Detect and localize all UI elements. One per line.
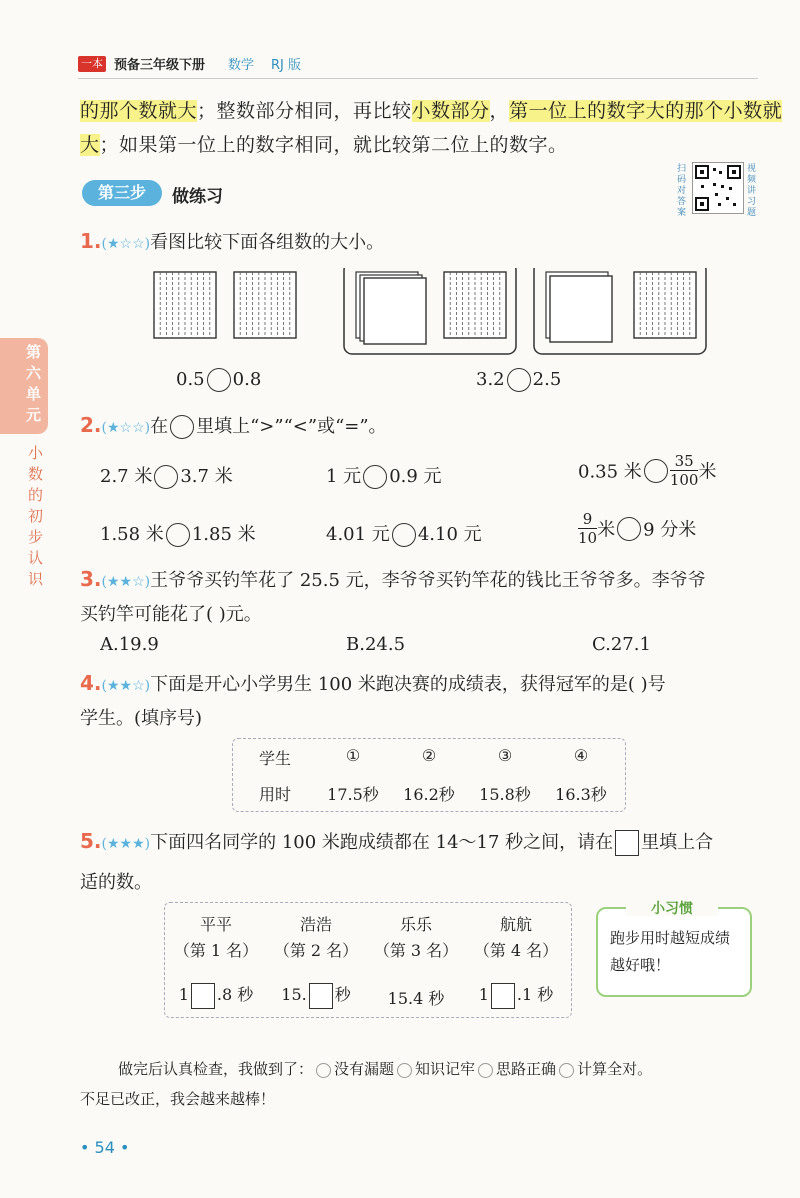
compare-left: 2.7 米 (100, 466, 153, 487)
student-name: 平平 (199, 915, 232, 934)
step-badge: 第三步 (82, 180, 162, 206)
table-cell-time: 16.2秒 (403, 785, 455, 804)
question-text: 里填上“>”“<”或“=”。 (196, 416, 387, 437)
edition-label: RJ 版 (271, 58, 301, 73)
q2-item-6 (578, 510, 696, 547)
student-name: 浩浩 (299, 915, 332, 934)
compare-right: 4.10 元 (417, 524, 482, 545)
time-3: 15.4 秒 (387, 989, 445, 1008)
difficulty-stars: (★☆☆) (101, 236, 151, 252)
question-text: 里填上合 (641, 832, 714, 853)
compare-circle[interactable] (507, 368, 531, 392)
question-2 (80, 412, 387, 439)
question-4 (80, 670, 666, 696)
compare-left: 0.5 (176, 369, 205, 390)
self-check-item: 没有漏题 (334, 1060, 395, 1078)
compare-left: 4.01 元 (326, 524, 390, 545)
example-circle (170, 415, 194, 439)
fraction-numerator: 9 (578, 510, 597, 529)
smile-checkbox-icon[interactable] (316, 1063, 331, 1078)
qr-code[interactable] (692, 162, 744, 214)
time-prefix: 1 (478, 985, 489, 1004)
table-row-label: 用时 (258, 785, 291, 804)
question-3 (80, 566, 706, 592)
side-tab-topic: 小数的初步认识 (28, 444, 44, 588)
compare-right: 3.7 米 (180, 466, 233, 487)
self-check-line-1 (118, 1058, 652, 1079)
table-cell-student: ① (345, 746, 361, 765)
compare-circle[interactable] (363, 465, 387, 489)
qr-caption-left: 扫码对答案 (677, 164, 687, 218)
student-rank: （第 1 名） (173, 941, 259, 960)
habit-tip-title: 小习惯 (626, 898, 718, 916)
q3-option-b[interactable]: B.24.5 (346, 634, 406, 655)
compare-circle[interactable] (644, 459, 668, 483)
self-check-item: 计算全对。 (577, 1060, 653, 1078)
question-text: 王爷爷买钓竿花了 25.5 元，李爷爷买钓竿花的钱比王爷爷多。李爷爷 (150, 570, 706, 591)
example-box (615, 830, 639, 856)
intro-line-2 (80, 130, 568, 157)
table-cell-time: 15.8秒 (479, 785, 531, 804)
compare-left: 1.58 米 (100, 524, 164, 545)
self-check-item: 知识记牢 (415, 1060, 476, 1078)
compare-circle[interactable] (617, 517, 641, 541)
compare-left: 1 元 (326, 466, 362, 487)
step-title: 做练习 (172, 187, 223, 207)
compare-right: 1.85 米 (191, 524, 256, 545)
table-cell-time: 17.5秒 (327, 785, 379, 804)
time-suffix: 秒 (334, 985, 351, 1004)
answer-box[interactable] (491, 983, 515, 1009)
question-4-line-2: 学生。(填序号) (80, 708, 203, 729)
fraction-denominator: 100 (669, 471, 699, 489)
fraction (670, 452, 699, 489)
qr-caption-right: 视频讲习题 (747, 164, 757, 218)
fraction-denominator: 10 (578, 529, 598, 547)
intro-highlight: 第一位上的数字大的那个小数就 (509, 100, 783, 122)
q2-item-3 (578, 452, 716, 489)
time-suffix: .1 秒 (516, 985, 554, 1004)
unit: 米 (597, 519, 616, 541)
question-text: 看图比较下面各组数的大小。 (150, 232, 385, 253)
intro-highlight: 小数部分 (411, 100, 490, 122)
question-text: 下面四名同学的 100 米跑成绩都在 14～17 秒之间，请在 (150, 832, 614, 853)
q2-item-4 (100, 520, 256, 547)
difficulty-stars: (★☆☆) (101, 420, 151, 436)
compare-circle[interactable] (392, 523, 416, 547)
grid-illustration (150, 268, 740, 358)
question-3-line-2: 买钓竿可能花了( )元。 (80, 604, 262, 625)
difficulty-stars: (★★☆) (101, 678, 151, 694)
time-4 (466, 982, 566, 1009)
question-number: 3. (80, 567, 102, 591)
unit: 米 (698, 461, 717, 483)
question-text: 在 (150, 416, 169, 437)
time-suffix: .8 秒 (216, 985, 254, 1004)
student-rank: （第 3 名） (373, 941, 459, 960)
difficulty-stars: (★★☆) (101, 574, 151, 590)
fraction-numerator: 35 (670, 452, 699, 471)
page-number: • 54 • (80, 1138, 130, 1157)
answer-box[interactable] (191, 983, 215, 1009)
student-name: 乐乐 (399, 915, 432, 934)
book-title: 预备三年级下册 (114, 58, 206, 73)
self-check-item: 思路正确 (496, 1060, 557, 1078)
compare-circle[interactable] (166, 523, 190, 547)
question-text: 下面是开心小学男生 100 米跑决赛的成绩表，获得冠军的是( )号 (150, 674, 666, 695)
intro-line-1 (80, 96, 782, 123)
question-number: 5. (80, 829, 102, 853)
table-cell-student: ④ (573, 746, 589, 765)
q3-option-a[interactable]: A.19.9 (100, 634, 159, 655)
q1-compare-1 (176, 368, 261, 392)
compare-right: 0.8 (232, 369, 262, 390)
self-check-line-2: 不足已改正，我会越来越棒！ (80, 1090, 276, 1108)
q1-figures (150, 268, 740, 358)
question-number: 2. (80, 413, 102, 437)
difficulty-stars: (★★★) (101, 836, 151, 852)
q2-item-1 (100, 462, 233, 489)
compare-right: 0.9 元 (389, 466, 442, 487)
time-2 (266, 982, 366, 1009)
question-number: 1. (80, 229, 102, 253)
publisher-logo: 一本 (78, 56, 106, 72)
subject-label: 数学 (228, 58, 255, 73)
smile-checkbox-icon[interactable] (397, 1063, 412, 1078)
habit-tip-text: 跑步用时越短成绩越好哦！ (610, 929, 731, 974)
side-tab-unit: 第六单元 (26, 343, 42, 424)
q1-compare-2 (476, 368, 561, 392)
compare-circle[interactable] (154, 465, 178, 489)
compare-right: 2.5 (532, 369, 562, 390)
compare-right: 9 分米 (643, 519, 697, 541)
smile-checkbox-icon[interactable] (559, 1063, 574, 1078)
question-1 (80, 228, 384, 254)
table-row-label: 学生 (258, 749, 291, 768)
compare-left: 3.2 (476, 369, 505, 390)
answer-box[interactable] (309, 983, 333, 1009)
intro-highlight: 大 (80, 134, 100, 156)
question-number: 4. (80, 671, 102, 695)
intro-highlight: 的那个数就大 (80, 100, 198, 122)
time-prefix: 15. (281, 985, 307, 1004)
time-1 (166, 982, 266, 1009)
q3-option-c[interactable]: C.27.1 (592, 634, 651, 655)
smile-checkbox-icon[interactable] (478, 1063, 493, 1078)
self-check-lead: 做完后认真检查，我做到了： (118, 1060, 314, 1078)
header-divider (78, 78, 758, 79)
question-5 (80, 828, 713, 856)
question-5-line-2: 适的数。 (80, 872, 152, 893)
student-name: 航航 (499, 915, 532, 934)
fraction (578, 510, 597, 547)
compare-left: 0.35 米 (578, 461, 642, 483)
intro-text: ；整数部分相同，再比较 (197, 100, 412, 122)
table-cell-time: 16.3秒 (555, 785, 607, 804)
student-rank: （第 2 名） (273, 941, 359, 960)
intro-text: ；如果第一位上的数字相同，就比较第二位上的数字。 (99, 134, 568, 156)
q2-item-2 (326, 462, 442, 489)
compare-circle[interactable] (207, 368, 231, 392)
student-rank: （第 4 名） (473, 941, 559, 960)
table-cell-student: ② (421, 746, 437, 765)
q2-item-5 (326, 520, 482, 547)
table-cell-student: ③ (497, 746, 513, 765)
time-prefix: 1 (178, 985, 189, 1004)
intro-text: ， (489, 100, 510, 122)
